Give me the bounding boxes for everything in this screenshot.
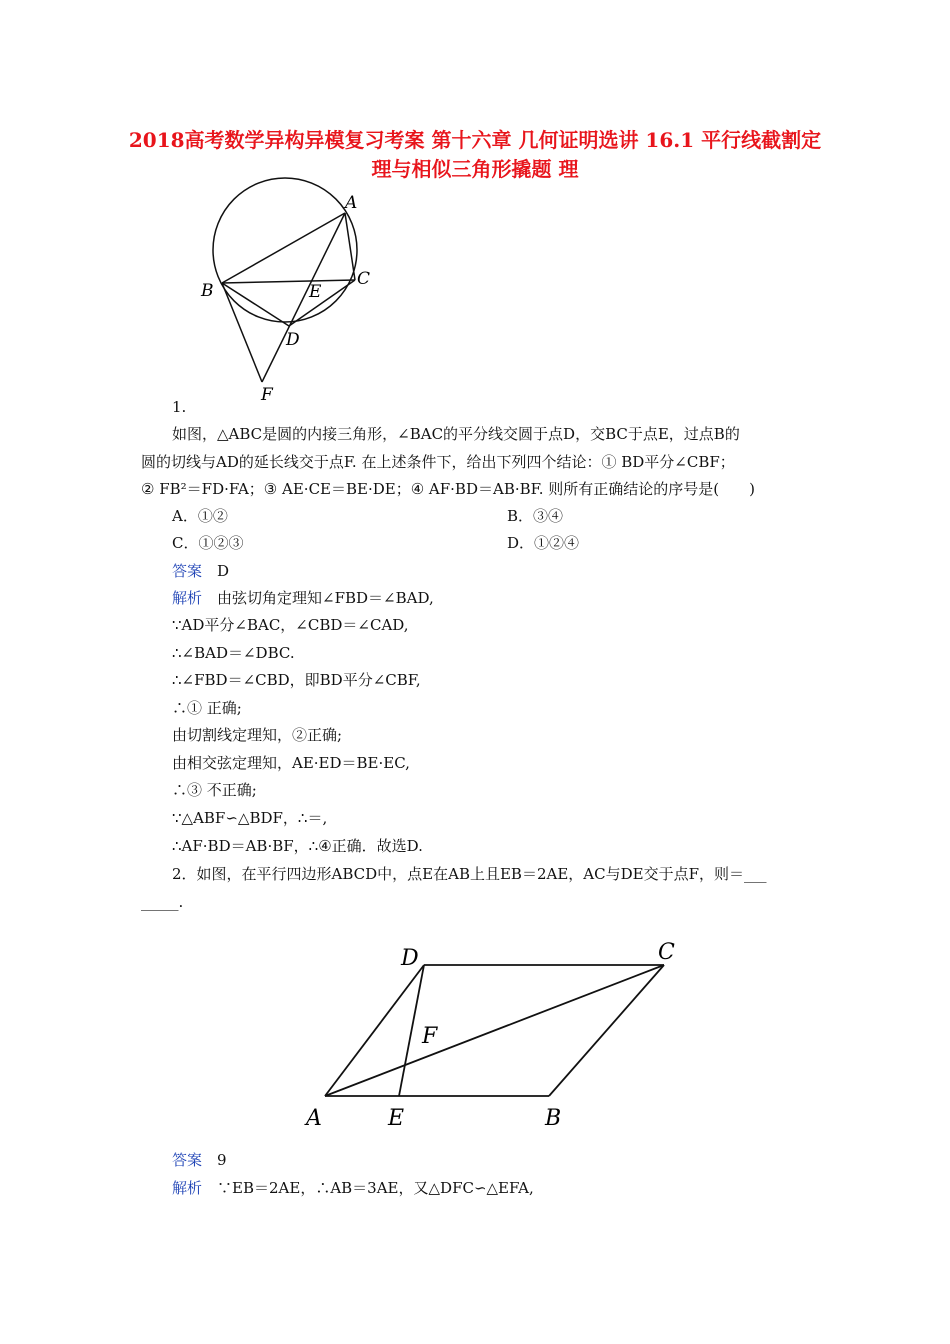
q1-analysis-row [172,587,434,609]
answer-label: 答案 [172,1151,203,1169]
analysis-line: 由切割线定理知，②正确; [172,726,343,744]
q1-number: 1. [172,398,187,416]
label-C: C [658,940,675,965]
q2-analysis-row [172,1177,534,1199]
label-B: B [545,1106,562,1131]
analysis-line: ∴③ 不正确; [172,781,257,799]
label-D: D [286,330,300,350]
segment-BA [222,213,345,283]
q1-option-a: A．①② [172,507,228,525]
answer-value: 9 [217,1151,227,1169]
label-C: C [357,269,371,289]
segment-BD [222,283,289,326]
q2-answer-row [172,1149,227,1171]
q1-option-d: D．①②④ [507,534,580,552]
analysis-line: ∴① 正确; [172,699,242,717]
figure-parallelogram [287,925,697,1143]
label-D: D [401,946,419,971]
analysis-line: 由相交弦定理知，AE·ED＝BE·EC, [172,754,410,772]
analysis-line: 由弦切角定理知∠FBD＝∠BAD, [217,589,434,607]
segment-CD [289,280,355,326]
label-B: B [201,281,214,301]
analysis-line: ∴AF·BD＝AB·BF，∴④正确．故选D. [172,837,423,855]
analysis-line: ∵AD平分∠BAC，∠CBD＝∠CAD, [172,616,409,634]
segment-BC [222,280,355,283]
q2-stem-line: _____. [141,893,184,911]
label-A: A [345,193,358,213]
analysis-label: 解析 [172,589,203,607]
page-title: 2018高考数学异构异模复习考案 第十六章 几何证明选讲 16.1 平行线截割定理与相似三角形撬题 理 [128,128,822,181]
label-F: F [422,1024,438,1049]
answer-value: D [217,562,230,580]
q1-option-c: C．①②③ [172,534,244,552]
label-E: E [388,1106,405,1131]
segment-DE [399,965,424,1096]
q1-stem-line: 圆的切线与AD的延长线交于点F. 在上述条件下，给出下列四个结论：① BD平分∠CBF； [141,453,735,471]
segment-AC [325,965,664,1096]
q1-option-b: B．③④ [507,507,564,525]
label-F: F [261,385,273,405]
side-BC [549,965,664,1096]
figure-circle-triangle [195,170,385,405]
analysis-line: ∵△ABF∽△BDF，∴＝, [172,809,328,827]
analysis-line: ∴∠BAD＝∠DBC. [172,644,295,662]
analysis-line: ∴∠FBD＝∠CBD，即BD平分∠CBF, [172,671,421,689]
label-A: A [306,1106,322,1131]
q1-answer-row [172,560,229,582]
segment-AC [345,213,355,280]
segment-BF [222,283,262,382]
q2-stem-line: 2．如图，在平行四边形ABCD中，点E在AB上且EB＝2AE，AC与DE交于点F，则＝___ [172,865,767,883]
circle [213,178,357,322]
label-E: E [309,282,322,302]
analysis-label: 解析 [172,1179,203,1197]
analysis-line: ∵EB＝2AE，∴AB＝3AE，又△DFC∽△EFA, [217,1179,534,1197]
q1-stem-line: 如图，△ABC是圆的内接三角形，∠BAC的平分线交圆于点D，交BC于点E，过点B的 [172,425,740,443]
segment-AF [262,213,345,382]
q1-stem-line: ② FB²＝FD·FA；③ AE·CE＝BE·DE；④ AF·BD＝AB·BF. 则所有正确结论的序号是( ) [141,480,755,498]
answer-label: 答案 [172,562,203,580]
